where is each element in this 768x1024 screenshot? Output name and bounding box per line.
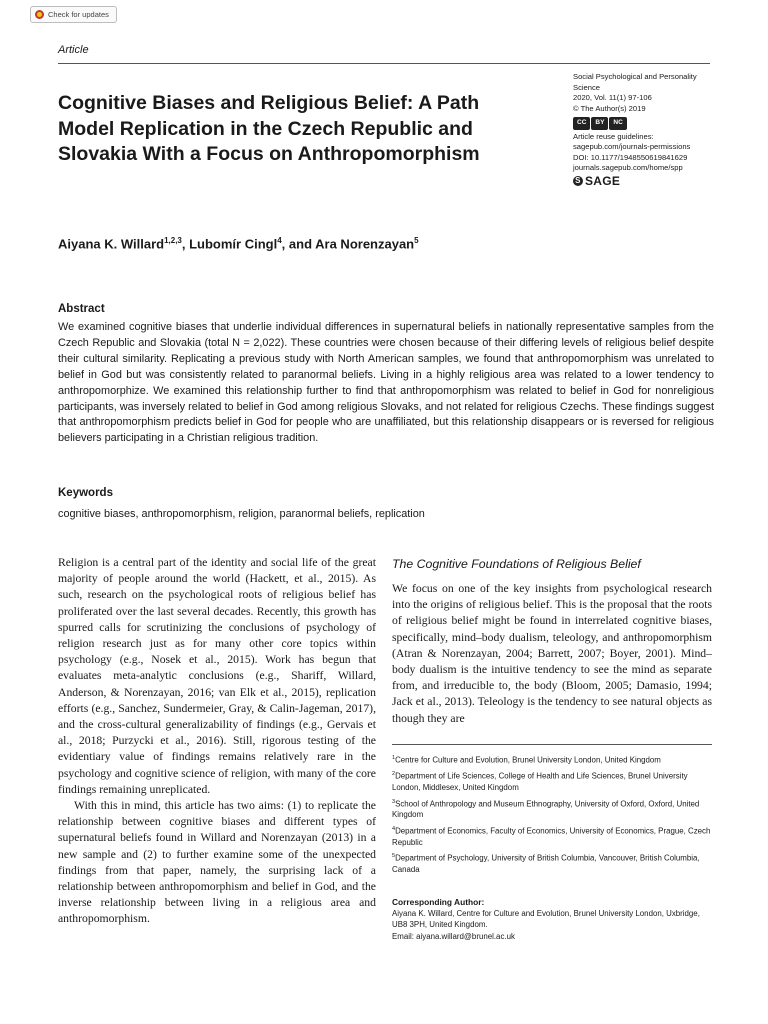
article-title: Cognitive Biases and Religious Belief: A Path Model Replication in the Czech Republic and Slovakia With a Focus on Anthropomorphism <box>58 92 480 165</box>
body-left-column <box>58 555 376 928</box>
corresponding-heading: Corresponding Author: <box>392 897 485 907</box>
affiliation-footnotes <box>392 753 712 879</box>
corresponding-address: Aiyana K. Willard, Centre for Culture and Evolution, Brunel University London, Uxbridge, UB8 3PH, United Kingdom. <box>392 909 700 930</box>
corresponding-email[interactable]: Email: aiyana.willard@brunel.ac.uk <box>392 931 515 941</box>
journal-home-link[interactable]: journals.sagepub.com/home/spp <box>573 163 683 172</box>
abstract-text: We examined cognitive biases that underlie individual differences in supernatural beliefs in nationally representative samples from the Czech Republic and Slovakia (total N = 2,022). These countries were chosen because of their differing levels of religious belief despite their cultural similarity. Replicating a previous study with North American samples, we found that anthropomorphism was unrelated to belief in God but was consistently related to paranormal beliefs. Living in a highly religious area was related to a lower tendency to anthropomorphize. We examined this relationship further to find that anthropomorphism was related to belief in God for nonreligious participants, was inversely related to belief in God among religious Slovaks, and not related for religious Czechs. These findings suggest that anthropomorphism predicts belief in God for people who are unaffiliated, but this relationship disappears or is reversed for religious believers participating in a Christian religious tradition. <box>58 321 715 445</box>
update-icon <box>35 10 44 19</box>
body-paragraph: Religion is a central part of the identity and social life of the great majority of people around the world (Hackett, et al., 2015). As such, research on the psychological roots of religious belief has proliferated over the last several decades. Recently, this growth has spurred calls for scrutinizing the conclusions of psychology of religion research just as for many other core topics within psychology (e.g., Nosek et al., 2015). Work has begun that evaluates meta-analytic conclusions (e.g., Shariff, Willard, Anderson, & Norenzayan, 2016; van Elk et al., 2015), replication efforts (e.g., Sanchez, Sundermeier, Gray, & Calin-Jageman, 2017), and the cross-cultural generalizability of findings (e.g., Gervais et al., 2018; Purzycki et al., 2016). Still, rigorous testing of the evidentiary value of findings remains relatively rare in the psychology and cognitive science of religion, with many of the core findings remaining unreplicated. <box>58 556 376 796</box>
author-name: Lubomír Cingl <box>189 236 278 252</box>
cc-license-icon: CC BY NC <box>573 117 723 130</box>
corresponding-author <box>392 897 712 942</box>
footnote: $^1$Centre for Culture and Evolution, Brunel University London, United Kingdom <box>392 755 661 765</box>
author-name: Aiyana K. Willard <box>58 236 165 252</box>
sage-icon: S <box>573 176 583 186</box>
article-type-label: Article <box>58 44 89 56</box>
reuse-guidelines: Article reuse guidelines: <box>573 131 654 141</box>
body-paragraph: With this in mind, this article has two aims: (1) to replicate the relationship between cognitive biases and different types of supernatural beliefs found in Willard and Norenzayan (2013) in a new sample and (2) to further examine some of the unexpected findings from that paper, namely, the surprising lack of a relationship between anthropomorphism and belief in God, and the inverse relationship between living in a religious area and anthropomorphism. <box>58 799 376 926</box>
header-rule <box>58 63 710 64</box>
journal-info <box>573 72 723 186</box>
check-for-updates-badge[interactable] <box>30 6 117 23</box>
footnote: $^4$Department of Economics, Faculty of Economics, University of Economics, Prague, Czech Republic <box>392 826 711 847</box>
reuse-link[interactable]: sagepub.com/journals-permissions <box>573 142 691 151</box>
sage-logo: S SAGE <box>573 176 723 187</box>
section-heading: The Cognitive Foundations of Religious Belief <box>392 557 641 571</box>
keywords-text: cognitive biases, anthropomorphism, religion, paranormal beliefs, replication <box>58 508 425 520</box>
keywords-heading: Keywords <box>58 487 113 499</box>
footnote: $^2$Department of Life Sciences, College of Health and Life Sciences, Brunel University London, Middlesex, United Kingdom <box>392 771 688 793</box>
copyright: © The Author(s) 2019 <box>573 103 646 113</box>
abstract-heading: Abstract <box>58 303 105 315</box>
body-right-column <box>392 557 712 727</box>
footnote: $^3$School of Anthropology and Museum Ethnography, University of Oxford, Oxford, United Kingdom <box>392 798 700 820</box>
doi[interactable]: DOI: 10.1177/1948550619841629 <box>573 152 688 162</box>
footnote-rule <box>392 744 712 745</box>
author-name: Ara Norenzayan <box>315 236 415 252</box>
author-list: Aiyana K. Willard$^{1,2,3}$, Lubomír Cingl$^4$, and Ara Norenzayan$^5$ <box>58 236 419 252</box>
body-paragraph: We focus on one of the key insights from psychological research into the origins of religious belief. This is the proposal that the roots of religious belief might be found in interrelated cognitive biases, specifically, mind–body dualism, teleology, and anthropomorphism (Atran & Norenzayan, 2004; Barrett, 2007; Boyer, 2001). Mind–body dualism is the intuitive tendency to see the mind as separate from, and irreducible to, the body (Bloom, 2005; Damasio, 1994; Jack et al., 2013). Teleology is the tendency to see natural objects as though they are <box>392 582 712 725</box>
footnote: $^5$Department of Psychology, University of British Columbia, Vancouver, British Columbia, Canada <box>392 853 700 875</box>
journal-name: Social Psychological and Personality Science <box>573 72 697 92</box>
journal-volume: 2020, Vol. 11(1) 97-106 <box>573 93 652 102</box>
badge-label: Check for updates <box>48 10 109 19</box>
